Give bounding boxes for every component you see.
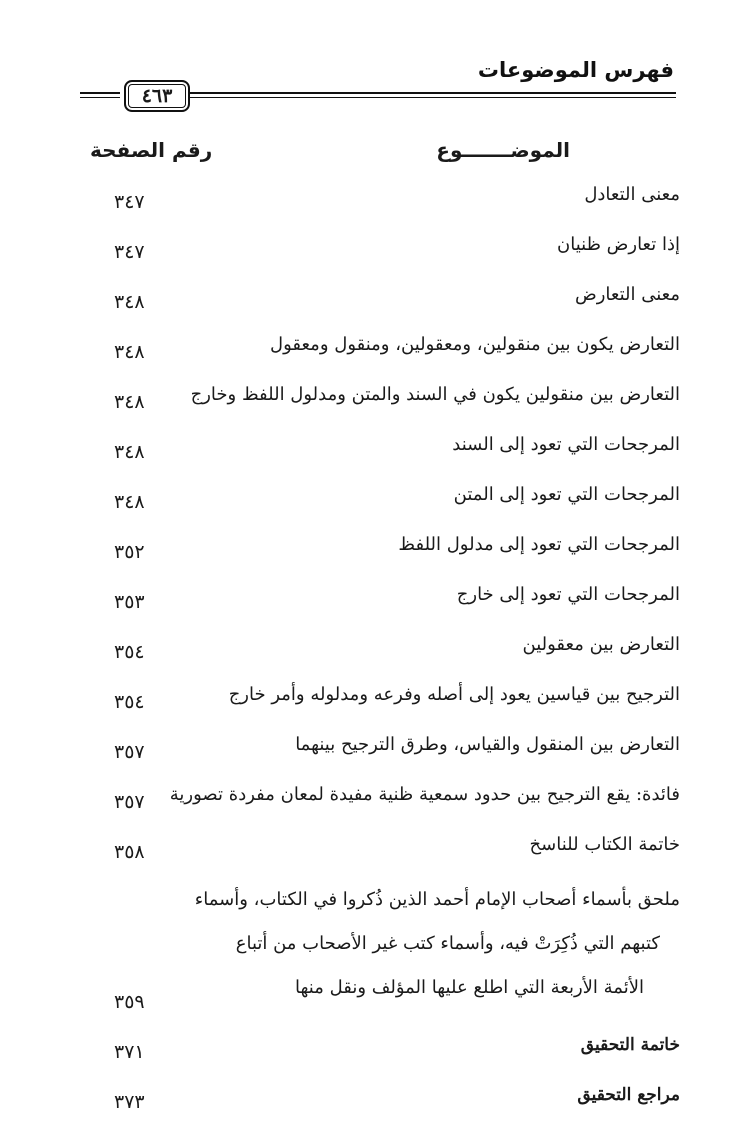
toc-entry xyxy=(90,326,680,376)
toc-entry xyxy=(90,826,680,876)
toc-entry-page: ٣٥٨ xyxy=(114,841,145,863)
toc-entry xyxy=(90,226,680,276)
toc-entry xyxy=(90,676,680,726)
toc-entry-page: ٣٥٢ xyxy=(114,541,145,563)
toc-entry xyxy=(90,176,680,226)
toc-entry-title-line: التعارض بين المنقول والقياس، وطرق الترجيح بينهما xyxy=(295,734,680,755)
toc-entry-title xyxy=(200,476,680,512)
header-title: فهرس الموضوعات xyxy=(477,58,674,82)
toc-entry-page: ٣٤٨ xyxy=(114,441,145,463)
toc-entry-title-line: التعارض يكون بين منقولين، ومعقولين، ومنقول ومعقول xyxy=(270,334,680,355)
toc-entry xyxy=(90,476,680,526)
toc-entry xyxy=(90,1076,680,1126)
toc-entry-page: ٣٤٧ xyxy=(114,241,145,263)
toc-entry-page: ٣٤٨ xyxy=(114,491,145,513)
header-rule-left-thin xyxy=(80,97,120,98)
toc-entry xyxy=(90,576,680,626)
toc-entry xyxy=(90,726,680,776)
toc-entry-title-line: خاتمة الكتاب للناسخ xyxy=(529,834,680,855)
toc-entry xyxy=(90,526,680,576)
toc-entry-title-line: معنى التعادل xyxy=(584,184,680,205)
toc-entry-title xyxy=(200,326,680,362)
toc-entry-title xyxy=(169,776,680,812)
toc-entry-title xyxy=(200,826,680,862)
toc-entry-title-line: فائدة: يقع الترجيح بين حدود سمعية ظنية مفيدة لمعان مفردة تصورية xyxy=(169,784,680,805)
toc-entry-title xyxy=(200,676,680,712)
table-of-contents xyxy=(90,176,680,1126)
toc-entry-title-line: المرجحات التي تعود إلى مدلول اللفظ xyxy=(398,534,680,555)
toc-entry-title-line: التعارض بين منقولين يكون في السند والمتن ومدلول اللفظ وخارج xyxy=(190,384,680,405)
toc-entry-title-line: ملحق بأسماء أصحاب الإمام أحمد الذين ذُكروا في الكتاب، وأسماء xyxy=(194,889,680,910)
header-rule-thin xyxy=(190,97,676,98)
toc-entry-title xyxy=(194,876,680,1010)
column-page-heading: رقم الصفحة xyxy=(90,138,213,162)
toc-entry-title-line: مراجع التحقيق xyxy=(577,1085,680,1105)
toc-entry-page: ٣٤٨ xyxy=(114,291,145,313)
toc-entry-page: ٣٥٤ xyxy=(114,641,145,663)
toc-entry-page: ٣٥٤ xyxy=(114,691,145,713)
toc-entry-title-line: التعارض بين معقولين xyxy=(522,634,680,655)
toc-entry-title-line: المرجحات التي تعود إلى خارج xyxy=(456,584,680,605)
toc-entry-title xyxy=(200,726,680,762)
toc-entry-page: ٣٤٨ xyxy=(114,341,145,363)
toc-entry-title xyxy=(200,426,680,462)
toc-entry xyxy=(90,1026,680,1076)
toc-entry-title-line: الترجيح بين قياسين يعود إلى أصله وفرعه ومدلوله وأمر خارج xyxy=(228,684,680,705)
toc-entry-title xyxy=(200,176,680,212)
toc-entry-page: ٣٤٧ xyxy=(114,191,145,213)
toc-entry-page: ٣٧١ xyxy=(114,1041,145,1063)
toc-entry xyxy=(90,626,680,676)
toc-entry-page: ٣٥٧ xyxy=(114,741,145,763)
header-rule xyxy=(190,92,676,94)
toc-entry-title xyxy=(200,526,680,562)
toc-entry xyxy=(90,776,680,826)
toc-entry-page: ٣٧٣ xyxy=(114,1091,145,1113)
column-topic-heading: الموضـــــــوع xyxy=(436,138,570,162)
toc-entry xyxy=(90,276,680,326)
toc-entry-page: ٣٥٩ xyxy=(114,991,145,1013)
toc-entry-page: ٣٤٨ xyxy=(114,391,145,413)
toc-entry-title xyxy=(200,1026,680,1062)
toc-entry-title-line: إذا تعارض ظنيان xyxy=(557,234,680,255)
toc-entry-title-line: الأئمة الأربعة التي اطلع عليها المؤلف ونقل منها xyxy=(295,977,644,998)
toc-entry-title xyxy=(200,226,680,262)
toc-entry-title-line: معنى التعارض xyxy=(574,284,680,305)
toc-entry xyxy=(90,376,680,426)
toc-entry-title xyxy=(200,626,680,662)
toc-entry-title-line: خاتمة التحقيق xyxy=(580,1035,680,1055)
toc-entry-title xyxy=(200,276,680,312)
toc-entry-title-line: المرجحات التي تعود إلى السند xyxy=(452,434,680,455)
toc-entry-title xyxy=(200,576,680,612)
page-number: ٤٦٣ xyxy=(124,80,190,112)
toc-entry-title xyxy=(190,376,680,412)
header-rule-left xyxy=(80,92,120,94)
toc-entry-page: ٣٥٧ xyxy=(114,791,145,813)
toc-entry-title-line: المرجحات التي تعود إلى المتن xyxy=(453,484,680,505)
toc-entry-title xyxy=(200,1076,680,1112)
toc-entry xyxy=(90,426,680,476)
running-header xyxy=(80,58,676,108)
column-headers xyxy=(90,138,680,174)
toc-entry-title-line: كتبهم التي ذُكِرَتْ فيه، وأسماء كتب غير الأصحاب من أتباع xyxy=(235,933,660,954)
toc-entry-page: ٣٥٣ xyxy=(114,591,145,613)
toc-entry xyxy=(90,876,680,1026)
